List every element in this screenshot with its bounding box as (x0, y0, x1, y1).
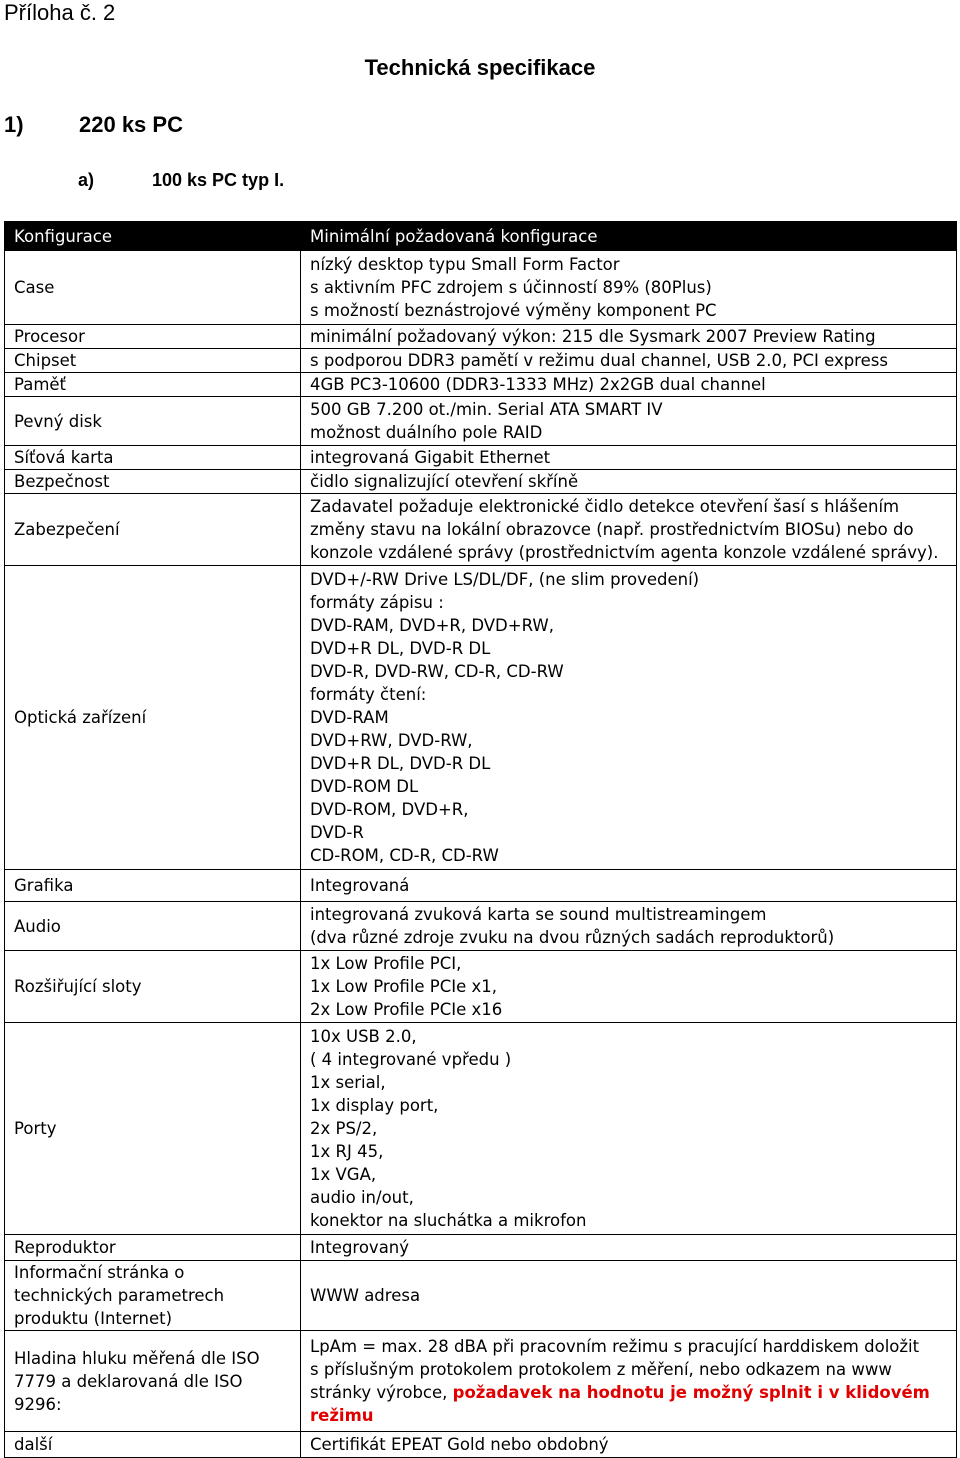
config-value-cell (301, 494, 957, 566)
config-value: Integrovaná (310, 876, 410, 895)
table-row (5, 566, 957, 870)
config-label-cell (5, 566, 301, 870)
config-label: Síťová karta (14, 448, 114, 467)
config-value: minimální požadovaný výkon: 215 dle Sysmark 2007 Preview Rating (310, 327, 876, 346)
config-label-cell (5, 1432, 301, 1458)
table-row (5, 470, 957, 494)
config-value: změny stavu na lokální obrazovce (např. prostřednictvím BIOSu) nebo do (310, 520, 914, 539)
config-value: 1x VGA, (310, 1165, 377, 1184)
config-value-cell (301, 1331, 957, 1432)
config-label: produktu (Internet) (14, 1309, 173, 1328)
config-label-cell (5, 494, 301, 566)
section-heading (4, 112, 183, 138)
config-value: audio in/out, (310, 1188, 414, 1207)
config-value: 10x USB 2.0, (310, 1027, 417, 1046)
config-label-cell (5, 1331, 301, 1432)
table-row (5, 397, 957, 446)
config-value: ( 4 integrované vpředu ) (310, 1050, 512, 1069)
config-value: 1x serial, (310, 1073, 386, 1092)
config-value-cell (301, 1023, 957, 1235)
config-label-cell (5, 870, 301, 902)
config-value: stránky výrobce, (310, 1383, 453, 1402)
config-label: Informační stránka o (14, 1263, 185, 1282)
config-label: Paměť (14, 375, 67, 394)
config-label-cell (5, 470, 301, 494)
table-row (5, 1261, 957, 1331)
page-title: Technická specifikace (364, 55, 596, 80)
config-value: DVD+R DL, DVD-R DL (310, 639, 491, 658)
config-value: CD-ROM, CD-R, CD-RW (310, 846, 499, 865)
table-row (5, 349, 957, 373)
config-label: 7779 a deklarovaná dle ISO (14, 1371, 243, 1391)
config-value: DVD-RAM, DVD+R, DVD+RW, (310, 616, 554, 635)
config-label: Chipset (14, 351, 77, 370)
config-value: formáty čtení: (310, 685, 427, 704)
config-label-cell (5, 349, 301, 373)
config-value: konzole vzdálené správy (prostřednictvím agenta konzole vzdálené správy). (310, 543, 939, 562)
config-label: Reproduktor (14, 1238, 116, 1257)
table-row (5, 1235, 957, 1261)
config-label: Case (14, 278, 55, 297)
table-row (5, 1331, 957, 1432)
config-value: LpAm = max. 28 dBA při pracovním režimu s pracující harddiskem doložit (310, 1337, 920, 1356)
requirement-note: požadavek na hodnotu je možný splnit i v klidovém (452, 1383, 930, 1402)
config-value-cell (301, 251, 957, 325)
config-value: integrovaná zvuková karta se sound multistreamingem (310, 905, 767, 924)
config-label: Grafika (14, 876, 74, 895)
section-title: 220 ks PC (79, 112, 183, 137)
requirement-note: režimu (310, 1406, 374, 1425)
table-row (5, 902, 957, 951)
config-label: další (14, 1435, 53, 1454)
config-label: Bezpečnost (14, 472, 110, 491)
config-label-cell (5, 325, 301, 349)
config-label: Rozšiřující sloty (14, 977, 142, 996)
table-row (5, 446, 957, 470)
table-row (5, 1023, 957, 1235)
config-label: Porty (14, 1119, 57, 1138)
subsection-number: a) (78, 170, 95, 190)
table-row (5, 325, 957, 349)
table-row (5, 870, 957, 902)
config-label: Hladina hluku měřená dle ISO (14, 1348, 260, 1368)
config-value-cell (301, 1432, 957, 1458)
table-row (5, 494, 957, 566)
config-label-cell (5, 446, 301, 470)
config-label: Procesor (14, 327, 85, 346)
config-label: 9296: (14, 1394, 62, 1414)
config-value: s možností beznástrojové výměny komponent PC (310, 301, 717, 320)
config-value: s příslušným protokolem protokolem z měření, nebo odkazem na www (310, 1360, 892, 1379)
config-value-cell (301, 951, 957, 1023)
config-value: s aktivním PFC zdrojem s účinností 89% (80Plus) (310, 278, 712, 297)
config-label: Pevný disk (14, 411, 102, 431)
config-value: formáty zápisu : (310, 593, 444, 612)
config-value: 4GB PC3-10600 (DDR3-1333 MHz) 2x2GB dual channel (310, 375, 766, 394)
config-value: 1x display port, (310, 1096, 439, 1115)
config-value-cell (301, 325, 957, 349)
config-value: s podporou DDR3 pamětí v režimu dual channel, USB 2.0, PCI express (310, 351, 888, 370)
config-label-cell (5, 1261, 301, 1331)
subsection-title: 100 ks PC typ I. (152, 170, 285, 190)
attachment-label: Příloha č. 2 (4, 0, 116, 25)
config-label: Audio (14, 916, 61, 936)
subsection-heading (78, 170, 284, 191)
config-value: možnost duálního pole RAID (310, 423, 543, 442)
config-value: 1x Low Profile PCI, (310, 954, 462, 973)
config-value: Integrovaný (310, 1238, 410, 1257)
config-value: DVD-RAM (310, 708, 389, 727)
config-label-cell (5, 373, 301, 397)
config-value: DVD-ROM, DVD+R, (310, 800, 469, 819)
config-value-cell (301, 373, 957, 397)
config-value-cell (301, 349, 957, 373)
config-label-cell (5, 951, 301, 1023)
config-label-cell (5, 251, 301, 325)
config-value: 2x PS/2, (310, 1119, 378, 1138)
config-value: konektor na sluchátka a mikrofon (310, 1211, 587, 1230)
config-value-mixed-line (310, 1381, 947, 1404)
config-value-cell (301, 470, 957, 494)
config-value: 1x Low Profile PCIe x1, (310, 977, 498, 996)
config-value: Certifikát EPEAT Gold nebo obdobný (310, 1435, 609, 1454)
table-row (5, 1432, 957, 1458)
spec-table-body (5, 251, 957, 1458)
config-value: DVD-R, DVD-RW, CD-R, CD-RW (310, 662, 564, 681)
col-header-configuration: Konfigurace (5, 222, 301, 251)
config-value: 1x RJ 45, (310, 1142, 384, 1161)
section-number: 1) (4, 112, 24, 137)
config-value: DVD+/-RW Drive LS/DL/DF, (ne slim provedení) (310, 570, 700, 589)
config-value: DVD+R DL, DVD-R DL (310, 754, 491, 773)
config-value: Zadavatel požaduje elektronické čidlo detekce otevření šasí s hlášením (310, 497, 900, 516)
col-header-min-config: Minimální požadovaná konfigurace (301, 222, 957, 251)
config-value: 500 GB 7.200 ot./min. Serial ATA SMART IV (310, 400, 663, 419)
config-value-cell (301, 397, 957, 446)
config-value: integrovaná Gigabit Ethernet (310, 448, 551, 467)
config-value: nízký desktop typu Small Form Factor (310, 255, 620, 274)
table-row (5, 373, 957, 397)
config-label: Zabezpečení (14, 520, 120, 539)
config-value: DVD-ROM DL (310, 777, 419, 796)
config-value: (dva různé zdroje zvuku na dvou různých sadách reproduktorů) (310, 928, 835, 947)
config-label-cell (5, 397, 301, 446)
spec-table (4, 221, 957, 1458)
table-row (5, 251, 957, 325)
config-value-cell (301, 566, 957, 870)
config-value-cell (301, 446, 957, 470)
config-value: DVD-R (310, 823, 364, 842)
config-label-cell (5, 1235, 301, 1261)
config-label: technických parametrech (14, 1286, 225, 1305)
config-value-cell (301, 1261, 957, 1331)
config-value: WWW adresa (310, 1286, 421, 1305)
config-label-cell (5, 902, 301, 951)
config-value-cell (301, 870, 957, 902)
config-value: DVD+RW, DVD-RW, (310, 731, 473, 750)
config-value: čidlo signalizující otevření skříně (310, 472, 579, 491)
config-value-cell (301, 1235, 957, 1261)
table-header-row (5, 222, 957, 251)
config-value-cell (301, 902, 957, 951)
table-row (5, 951, 957, 1023)
config-value: 2x Low Profile PCIe x16 (310, 1000, 503, 1019)
config-label: Optická zařízení (14, 708, 147, 727)
config-label-cell (5, 1023, 301, 1235)
